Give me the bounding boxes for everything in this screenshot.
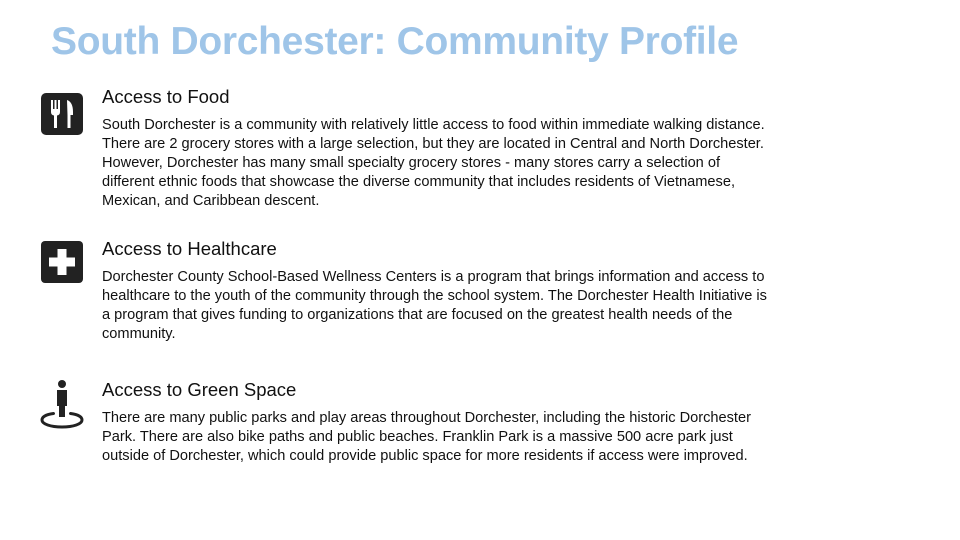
section-heading: Access to Healthcare (102, 238, 277, 259)
section-body: Dorchester County School-Based Wellness Centers is a program that brings information and access to healthcare to the youth of the community through the school system. The Dorchester Health Initiative is a program that gives funding to organizations that are focused on the greatest health needs of the community. (102, 269, 767, 342)
medical-cross-icon (40, 240, 84, 284)
section-heading: Access to Green Space (102, 379, 297, 400)
section-body: There are many public parks and play areas throughout Dorchester, including the historic Dorchester Park. There are also bike paths and public beaches. Franklin Park is a massive 500 acre park just outside of Dorchester, which could provide public space for more residents if access were improved. (102, 410, 751, 464)
page-title: South Dorchester: Community Profile (51, 20, 739, 63)
section-heading: Access to Food (102, 86, 230, 107)
person-location-icon (40, 379, 84, 423)
utensils-icon (40, 92, 84, 136)
section-body: South Dorchester is a community with relatively little access to food within immediate walking distance. There are 2 grocery stores with a large selection, but they are located in Central and North Dorchester. However, Dorchester has many small specialty grocery stores - many stores carry a selection of different ethnic foods that showcase the diverse community that includes residents of Vietnamese, Mexican, and Caribbean descent. (102, 117, 765, 209)
